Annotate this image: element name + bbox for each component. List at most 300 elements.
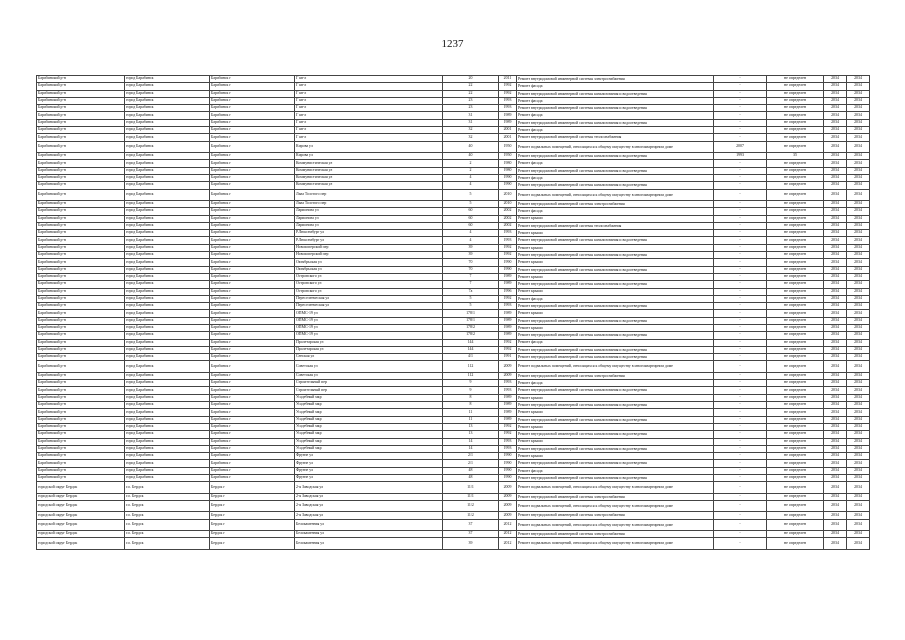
- cell-repair-period: не определен: [767, 252, 824, 259]
- cell-district: городской округ Бердск: [37, 493, 125, 500]
- table-row: [37, 189, 870, 200]
- cell-municipality: город Барабинск: [125, 153, 210, 160]
- cell-district: Барабинский р-н: [37, 409, 125, 416]
- cell-year-built: 1993: [499, 230, 517, 237]
- cell-last-repair-year: -: [714, 467, 767, 474]
- cell-plan-start: 2034: [824, 303, 847, 310]
- cell-last-repair-year: -: [714, 332, 767, 339]
- cell-locality: Барабинск г: [210, 354, 295, 361]
- cell-plan-end: 2034: [847, 324, 870, 331]
- cell-house-number: 5: [443, 189, 499, 200]
- cell-municipality: город Барабинск: [125, 127, 210, 134]
- cell-year-built: 1989: [499, 324, 517, 331]
- cell-plan-start: 2034: [824, 288, 847, 295]
- cell-district: Барабинский р-н: [37, 354, 125, 361]
- table-row: [37, 460, 870, 467]
- cell-last-repair-year: -: [714, 519, 767, 530]
- cell-district: городской округ Бердск: [37, 482, 125, 493]
- cell-repair-period: не определен: [767, 127, 824, 134]
- cell-year-built: 1989: [499, 416, 517, 423]
- cell-locality: Барабинск г: [210, 453, 295, 460]
- cell-year-built: 1990: [499, 467, 517, 474]
- cell-house-number: 23: [443, 105, 499, 112]
- cell-repair-period: не определен: [767, 90, 824, 97]
- cell-plan-start: 2034: [824, 200, 847, 207]
- cell-work-type: Ремонт фасада: [517, 160, 714, 167]
- cell-street: Усадебный мкр: [295, 445, 443, 452]
- cell-locality: Барабинск г: [210, 431, 295, 438]
- cell-plan-end: 2034: [847, 519, 870, 530]
- cell-plan-start: 2034: [824, 460, 847, 467]
- cell-municipality: город Барабинск: [125, 475, 210, 482]
- cell-plan-start: 2034: [824, 346, 847, 353]
- cell-plan-start: 2034: [824, 215, 847, 222]
- cell-year-built: 2009: [499, 482, 517, 493]
- cell-house-number: 178/2: [443, 324, 499, 331]
- cell-last-repair-year: -: [714, 317, 767, 324]
- table-row: [37, 493, 870, 500]
- table-row: [37, 244, 870, 251]
- table-row: [37, 252, 870, 259]
- table-row: [37, 324, 870, 331]
- cell-locality: Бердск г: [210, 512, 295, 519]
- cell-district: городской округ Бердск: [37, 501, 125, 512]
- table-row: [37, 134, 870, 141]
- cell-district: Барабинский р-н: [37, 361, 125, 372]
- cell-repair-period: не определен: [767, 475, 824, 482]
- table-body: [37, 76, 870, 550]
- table-row: [37, 83, 870, 90]
- cell-street: Ларионова ул: [295, 222, 443, 229]
- cell-last-repair-year: -: [714, 482, 767, 493]
- cell-plan-start: 2034: [824, 237, 847, 244]
- cell-house-number: 8: [443, 402, 499, 409]
- cell-work-type: Ремонт внутридомовой инженерной системы канализования и водоотведения: [517, 460, 714, 467]
- cell-last-repair-year: -: [714, 416, 767, 423]
- cell-district: Барабинский р-н: [37, 215, 125, 222]
- cell-street: Белокаменная ул: [295, 538, 443, 549]
- cell-year-built: 1993: [499, 438, 517, 445]
- cell-municipality: город Барабинск: [125, 460, 210, 467]
- cell-municipality: город Барабинск: [125, 354, 210, 361]
- cell-year-built: 1950: [499, 141, 517, 152]
- cell-plan-end: 2034: [847, 288, 870, 295]
- cell-house-number: 2: [443, 160, 499, 167]
- cell-district: Барабинский р-н: [37, 332, 125, 339]
- table-row: [37, 237, 870, 244]
- cell-plan-start: 2034: [824, 531, 847, 538]
- table-row: [37, 160, 870, 167]
- cell-street: Коммунистическая ул: [295, 160, 443, 167]
- cell-plan-start: 2034: [824, 167, 847, 174]
- cell-year-built: 1989: [499, 281, 517, 288]
- cell-district: Барабинский р-н: [37, 208, 125, 215]
- cell-work-type: Ремонт подвальных помещений, относящихся к общему имуществу в многоквартирном доме: [517, 141, 714, 152]
- cell-repair-period: не определен: [767, 372, 824, 379]
- cell-repair-period: не определен: [767, 303, 824, 310]
- cell-locality: Бердск г: [210, 531, 295, 538]
- cell-locality: Бердск г: [210, 538, 295, 549]
- cell-district: Барабинский р-н: [37, 237, 125, 244]
- cell-house-number: 37: [443, 531, 499, 538]
- cell-work-type: Ремонт внутридомовой инженерной системы электроснабжения: [517, 531, 714, 538]
- cell-repair-period: не определен: [767, 119, 824, 126]
- cell-district: Барабинский р-н: [37, 339, 125, 346]
- cell-work-type: Ремонт крыши: [517, 438, 714, 445]
- table-row: [37, 431, 870, 438]
- cell-year-built: 1989: [499, 402, 517, 409]
- cell-municipality: г.о. Бердск: [125, 501, 210, 512]
- cell-municipality: город Барабинск: [125, 372, 210, 379]
- cell-district: Барабинский р-н: [37, 273, 125, 280]
- cell-year-built: 1993: [499, 97, 517, 104]
- cell-plan-end: 2034: [847, 453, 870, 460]
- cell-street: Г кв-л: [295, 112, 443, 119]
- cell-year-built: 2009: [499, 361, 517, 372]
- cell-repair-period: не определен: [767, 141, 824, 152]
- cell-work-type: Ремонт подвальных помещений, относящихся к общему имуществу в многоквартирном доме: [517, 482, 714, 493]
- cell-work-type: Ремонт подвальных помещений, относящихся к общему имуществу в многоквартирном доме: [517, 501, 714, 512]
- cell-year-built: 2009: [499, 512, 517, 519]
- cell-repair-period: не определен: [767, 354, 824, 361]
- cell-locality: Барабинск г: [210, 295, 295, 302]
- cell-year-built: 1989: [499, 332, 517, 339]
- cell-plan-end: 2034: [847, 112, 870, 119]
- table-row: [37, 402, 870, 409]
- cell-plan-end: 2034: [847, 445, 870, 452]
- cell-repair-period: 35: [767, 153, 824, 160]
- cell-locality: Барабинск г: [210, 332, 295, 339]
- cell-repair-period: не определен: [767, 200, 824, 207]
- cell-year-built: 1990: [499, 266, 517, 273]
- cell-locality: Бердск г: [210, 519, 295, 530]
- cell-street: ОПМС-19 ул: [295, 310, 443, 317]
- cell-district: Барабинский р-н: [37, 317, 125, 324]
- cell-plan-start: 2034: [824, 423, 847, 430]
- cell-repair-period: не определен: [767, 339, 824, 346]
- cell-plan-start: 2034: [824, 222, 847, 229]
- cell-municipality: город Барабинск: [125, 402, 210, 409]
- cell-locality: Барабинск г: [210, 372, 295, 379]
- cell-year-built: 1992: [499, 339, 517, 346]
- cell-plan-start: 2034: [824, 189, 847, 200]
- cell-last-repair-year: -: [714, 134, 767, 141]
- cell-plan-end: 2034: [847, 295, 870, 302]
- cell-plan-start: 2034: [824, 295, 847, 302]
- cell-year-built: 1993: [499, 380, 517, 387]
- cell-locality: Барабинск г: [210, 361, 295, 372]
- cell-last-repair-year: 2007: [714, 141, 767, 152]
- cell-last-repair-year: -: [714, 453, 767, 460]
- cell-year-built: 1992: [499, 431, 517, 438]
- cell-work-type: Ремонт фасада: [517, 83, 714, 90]
- cell-locality: Барабинск г: [210, 208, 295, 215]
- cell-house-number: 2/1: [443, 453, 499, 460]
- cell-district: Барабинский р-н: [37, 438, 125, 445]
- cell-house-number: 40: [443, 141, 499, 152]
- cell-locality: Барабинск г: [210, 167, 295, 174]
- cell-plan-start: 2034: [824, 112, 847, 119]
- table-row: [37, 174, 870, 181]
- cell-plan-start: 2034: [824, 387, 847, 394]
- cell-year-built: 1980: [499, 160, 517, 167]
- cell-locality: Барабинск г: [210, 387, 295, 394]
- cell-year-built: 1992: [499, 244, 517, 251]
- cell-house-number: 70: [443, 266, 499, 273]
- cell-last-repair-year: -: [714, 324, 767, 331]
- cell-last-repair-year: -: [714, 431, 767, 438]
- cell-municipality: город Барабинск: [125, 281, 210, 288]
- cell-street: Переселенческая ул: [295, 303, 443, 310]
- cell-locality: Бердск г: [210, 493, 295, 500]
- cell-municipality: город Барабинск: [125, 208, 210, 215]
- cell-plan-end: 2034: [847, 97, 870, 104]
- cell-plan-end: 2034: [847, 387, 870, 394]
- cell-municipality: город Барабинск: [125, 295, 210, 302]
- cell-repair-period: не определен: [767, 416, 824, 423]
- cell-house-number: 39: [443, 252, 499, 259]
- cell-plan-start: 2034: [824, 339, 847, 346]
- cell-plan-start: 2034: [824, 324, 847, 331]
- cell-last-repair-year: -: [714, 288, 767, 295]
- table-row: [37, 519, 870, 530]
- cell-locality: Барабинск г: [210, 259, 295, 266]
- table-row: [37, 512, 870, 519]
- cell-street: Г кв-л: [295, 83, 443, 90]
- cell-district: Барабинский р-н: [37, 394, 125, 401]
- table-row: [37, 501, 870, 512]
- cell-plan-start: 2034: [824, 83, 847, 90]
- cell-district: Барабинский р-н: [37, 281, 125, 288]
- cell-municipality: город Барабинск: [125, 273, 210, 280]
- cell-locality: Бердск г: [210, 482, 295, 493]
- cell-work-type: Ремонт внутридомовой инженерной системы канализования и водоотведения: [517, 119, 714, 126]
- cell-locality: Барабинск г: [210, 317, 295, 324]
- cell-municipality: город Барабинск: [125, 189, 210, 200]
- cell-street: Усадебный мкр: [295, 394, 443, 401]
- cell-locality: Барабинск г: [210, 112, 295, 119]
- cell-year-built: 1990: [499, 453, 517, 460]
- cell-last-repair-year: -: [714, 112, 767, 119]
- cell-work-type: Ремонт внутридомовой инженерной системы канализования и водоотведения: [517, 281, 714, 288]
- cell-house-number: 32: [443, 127, 499, 134]
- cell-plan-start: 2034: [824, 105, 847, 112]
- cell-work-type: Ремонт внутридомовой инженерной системы канализования и водоотведения: [517, 475, 714, 482]
- cell-street: Строительный пер: [295, 380, 443, 387]
- cell-plan-start: 2034: [824, 160, 847, 167]
- cell-street: Фрунзе ул: [295, 467, 443, 474]
- cell-locality: Барабинск г: [210, 76, 295, 83]
- cell-plan-end: 2034: [847, 237, 870, 244]
- cell-plan-end: 2034: [847, 460, 870, 467]
- cell-municipality: город Барабинск: [125, 361, 210, 372]
- cell-house-number: 11/2: [443, 512, 499, 519]
- cell-last-repair-year: -: [714, 266, 767, 273]
- cell-plan-end: 2034: [847, 317, 870, 324]
- cell-street: Усадебный мкр: [295, 409, 443, 416]
- cell-repair-period: не определен: [767, 324, 824, 331]
- cell-district: Барабинский р-н: [37, 303, 125, 310]
- cell-house-number: 32: [443, 134, 499, 141]
- cell-street: Сенская ул: [295, 354, 443, 361]
- cell-street: Усадебный мкр: [295, 416, 443, 423]
- cell-plan-end: 2034: [847, 83, 870, 90]
- cell-plan-start: 2034: [824, 266, 847, 273]
- cell-year-built: 1993: [499, 387, 517, 394]
- table-row: [37, 372, 870, 379]
- cell-plan-start: 2034: [824, 208, 847, 215]
- cell-plan-start: 2034: [824, 493, 847, 500]
- cell-house-number: 11/1: [443, 493, 499, 500]
- cell-last-repair-year: -: [714, 501, 767, 512]
- cell-last-repair-year: -: [714, 475, 767, 482]
- cell-locality: Барабинск г: [210, 141, 295, 152]
- cell-work-type: Ремонт крыши: [517, 324, 714, 331]
- cell-plan-start: 2034: [824, 310, 847, 317]
- cell-district: Барабинский р-н: [37, 295, 125, 302]
- cell-locality: Барабинск г: [210, 402, 295, 409]
- cell-last-repair-year: -: [714, 105, 767, 112]
- cell-plan-end: 2034: [847, 423, 870, 430]
- cell-district: Барабинский р-н: [37, 134, 125, 141]
- cell-plan-end: 2034: [847, 134, 870, 141]
- cell-municipality: город Барабинск: [125, 339, 210, 346]
- cell-municipality: город Барабинск: [125, 467, 210, 474]
- cell-year-built: 2002: [499, 208, 517, 215]
- cell-year-built: 1992: [499, 83, 517, 90]
- cell-work-type: Ремонт крыши: [517, 310, 714, 317]
- page-number: 1237: [441, 38, 464, 50]
- cell-work-type: Ремонт внутридомовой инженерной системы канализования и водоотведения: [517, 266, 714, 273]
- table-row: [37, 215, 870, 222]
- cell-locality: Барабинск г: [210, 281, 295, 288]
- cell-street: Усадебный мкр: [295, 423, 443, 430]
- table-row: [37, 453, 870, 460]
- cell-repair-period: не определен: [767, 76, 824, 83]
- cell-repair-period: не определен: [767, 453, 824, 460]
- cell-plan-end: 2034: [847, 482, 870, 493]
- cell-plan-end: 2034: [847, 501, 870, 512]
- cell-house-number: 31: [443, 119, 499, 126]
- cell-repair-period: не определен: [767, 230, 824, 237]
- cell-repair-period: не определен: [767, 174, 824, 181]
- cell-last-repair-year: -: [714, 531, 767, 538]
- cell-street: Коммунистическая ул: [295, 167, 443, 174]
- cell-plan-end: 2034: [847, 266, 870, 273]
- cell-year-built: 1993: [499, 303, 517, 310]
- cell-repair-period: не определен: [767, 244, 824, 251]
- cell-plan-start: 2034: [824, 273, 847, 280]
- cell-year-built: 2002: [499, 222, 517, 229]
- cell-district: Барабинский р-н: [37, 387, 125, 394]
- cell-plan-start: 2034: [824, 182, 847, 189]
- cell-year-built: 1991: [499, 354, 517, 361]
- cell-last-repair-year: -: [714, 354, 767, 361]
- cell-plan-start: 2034: [824, 467, 847, 474]
- table-row: [37, 259, 870, 266]
- cell-repair-period: не определен: [767, 182, 824, 189]
- cell-street: Кирова ул: [295, 153, 443, 160]
- cell-locality: Барабинск г: [210, 423, 295, 430]
- cell-municipality: город Барабинск: [125, 200, 210, 207]
- cell-house-number: 8: [443, 394, 499, 401]
- cell-district: Барабинский р-н: [37, 346, 125, 353]
- cell-locality: Барабинск г: [210, 409, 295, 416]
- cell-street: 2-я Заводская ул: [295, 501, 443, 512]
- cell-locality: Барабинск г: [210, 215, 295, 222]
- cell-last-repair-year: -: [714, 445, 767, 452]
- cell-locality: Барабинск г: [210, 380, 295, 387]
- cell-last-repair-year: -: [714, 83, 767, 90]
- cell-house-number: 4: [443, 237, 499, 244]
- cell-repair-period: не определен: [767, 493, 824, 500]
- cell-plan-end: 2034: [847, 346, 870, 353]
- cell-district: Барабинский р-н: [37, 244, 125, 251]
- cell-work-type: Ремонт внутридомовой инженерной системы канализования и водоотведения: [517, 317, 714, 324]
- cell-municipality: город Барабинск: [125, 288, 210, 295]
- cell-plan-start: 2034: [824, 230, 847, 237]
- cell-municipality: город Барабинск: [125, 83, 210, 90]
- cell-municipality: город Барабинск: [125, 244, 210, 251]
- cell-repair-period: не определен: [767, 519, 824, 530]
- cell-district: Барабинский р-н: [37, 416, 125, 423]
- cell-year-built: 2010: [499, 200, 517, 207]
- cell-district: городской округ Бердск: [37, 519, 125, 530]
- cell-last-repair-year: -: [714, 90, 767, 97]
- cell-repair-period: не определен: [767, 501, 824, 512]
- cell-year-built: 1990: [499, 460, 517, 467]
- cell-district: Барабинский р-н: [37, 97, 125, 104]
- cell-locality: Барабинск г: [210, 200, 295, 207]
- cell-house-number: 178/1: [443, 317, 499, 324]
- cell-house-number: 5: [443, 295, 499, 302]
- table-row: [37, 475, 870, 482]
- cell-repair-period: не определен: [767, 394, 824, 401]
- cell-street: Островского ул: [295, 288, 443, 295]
- cell-locality: Барабинск г: [210, 127, 295, 134]
- cell-house-number: 2/1: [443, 460, 499, 467]
- cell-plan-end: 2034: [847, 310, 870, 317]
- cell-street: Советская ул: [295, 361, 443, 372]
- cell-work-type: Ремонт внутридомовой инженерной системы канализования и водоотведения: [517, 431, 714, 438]
- cell-plan-end: 2034: [847, 90, 870, 97]
- cell-house-number: 2: [443, 167, 499, 174]
- table-row: [37, 467, 870, 474]
- table-row: [37, 303, 870, 310]
- cell-street: Белокаменная ул: [295, 519, 443, 530]
- cell-municipality: город Барабинск: [125, 167, 210, 174]
- cell-work-type: Ремонт фасада: [517, 112, 714, 119]
- table-row: [37, 97, 870, 104]
- cell-municipality: город Барабинск: [125, 453, 210, 460]
- cell-municipality: город Барабинск: [125, 222, 210, 229]
- cell-street: 2-я Заводская ул: [295, 493, 443, 500]
- cell-district: городской округ Бердск: [37, 512, 125, 519]
- cell-plan-end: 2034: [847, 372, 870, 379]
- table-row: [37, 438, 870, 445]
- cell-last-repair-year: -: [714, 387, 767, 394]
- cell-house-number: 40: [443, 153, 499, 160]
- cell-municipality: город Барабинск: [125, 409, 210, 416]
- cell-street: Пролетарская ул: [295, 346, 443, 353]
- cell-plan-start: 2034: [824, 380, 847, 387]
- cell-street: Г кв-л: [295, 76, 443, 83]
- cell-last-repair-year: -: [714, 380, 767, 387]
- cell-locality: Барабинск г: [210, 288, 295, 295]
- cell-plan-end: 2034: [847, 141, 870, 152]
- cell-locality: Барабинск г: [210, 324, 295, 331]
- cell-plan-end: 2034: [847, 394, 870, 401]
